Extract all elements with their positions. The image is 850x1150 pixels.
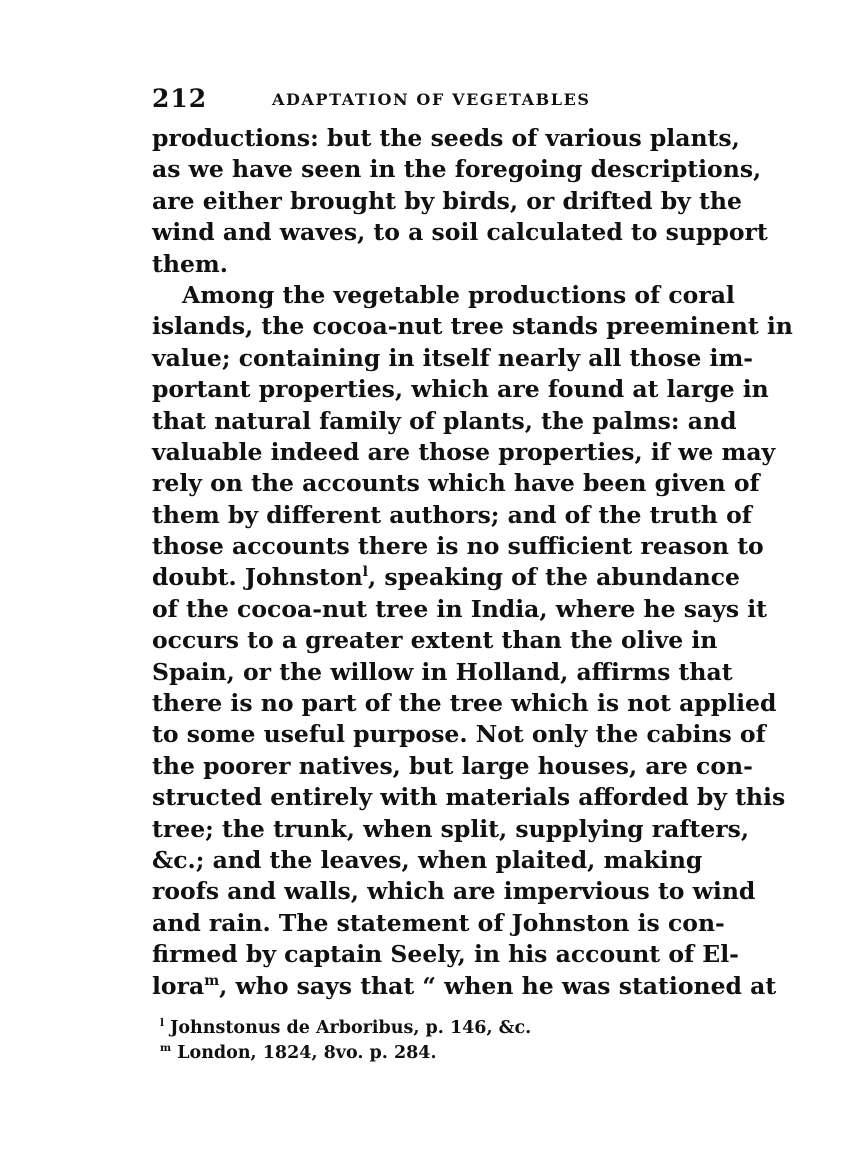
- text-fragment: , speaking of the abundance: [368, 563, 740, 592]
- text-line: that natural family of plants, the palms: and: [152, 406, 737, 435]
- footnote-mark: m: [160, 1042, 172, 1055]
- footnote-ref-l: l: [362, 564, 369, 581]
- text-line: them.: [152, 249, 228, 278]
- text-line: them by different authors; and of the truth of: [152, 500, 752, 529]
- text-line: there is no part of the tree which is not applied: [152, 689, 777, 718]
- footnote-text: Johnstonus de Arboribus, p. 146, &c.: [164, 1018, 532, 1038]
- footnote: [160, 1041, 700, 1066]
- text-fragment: lora: [152, 971, 205, 1000]
- text-line: structed entirely with materials afforded by this: [152, 783, 786, 812]
- footnote-mark: l: [160, 1017, 164, 1030]
- text-line: rely on the accounts which have been given of: [152, 469, 760, 498]
- text-line: and rain. The statement of Johnston is con-: [152, 908, 725, 937]
- text-line: tree; the trunk, when split, supplying rafters,: [152, 814, 750, 843]
- text-line: are either brought by birds, or drifted by the: [152, 186, 742, 215]
- text-line: those accounts there is no sufficient reason to: [152, 532, 764, 561]
- text-line: value; containing in itself nearly all those im-: [152, 343, 754, 372]
- text-line: [152, 971, 777, 1002]
- text-line: roofs and walls, which are impervious to wind: [152, 877, 756, 906]
- footnote-ref-m: m: [204, 972, 220, 989]
- text-line: &c.; and the leaves, when plaited, making: [152, 845, 703, 874]
- text-line: the poorer natives, but large houses, are con-: [152, 751, 753, 780]
- footnotes: [160, 1016, 700, 1066]
- footnote-text: London, 1824, 8vo. p. 284.: [171, 1043, 437, 1063]
- text-fragment: , who says that “ when he was stationed at: [219, 971, 777, 1000]
- footnote: [160, 1016, 700, 1041]
- text-line: as we have seen in the foregoing descriptions,: [152, 155, 762, 184]
- text-line: Spain, or the willow in Holland, affirms that: [152, 657, 733, 686]
- text-line: valuable indeed are those properties, if we may: [152, 437, 776, 466]
- text-line: islands, the cocoa-nut tree stands preeminent in: [152, 312, 793, 341]
- text-line: occurs to a greater extent than the olive in: [152, 626, 718, 655]
- page-header: [152, 84, 700, 114]
- text-line: Among the vegetable productions of coral: [182, 280, 735, 309]
- body-text: [152, 123, 793, 1002]
- text-line: portant properties, which are found at large in: [152, 375, 769, 404]
- text-line: productions: but the seeds of various plants,: [152, 124, 740, 152]
- text-line: to some useful purpose. Not only the cabins of: [152, 720, 766, 749]
- page-number: 212: [152, 84, 208, 113]
- text-fragment: doubt. Johnston: [152, 563, 363, 592]
- running-title: ADAPTATION OF VEGETABLES: [272, 90, 591, 109]
- text-line: of the cocoa-nut tree in India, where he says it: [152, 594, 768, 623]
- text-line: [152, 562, 740, 593]
- text-line: firmed by captain Seely, in his account of El-: [152, 940, 739, 969]
- text-line: wind and waves, to a soil calculated to support: [152, 218, 768, 247]
